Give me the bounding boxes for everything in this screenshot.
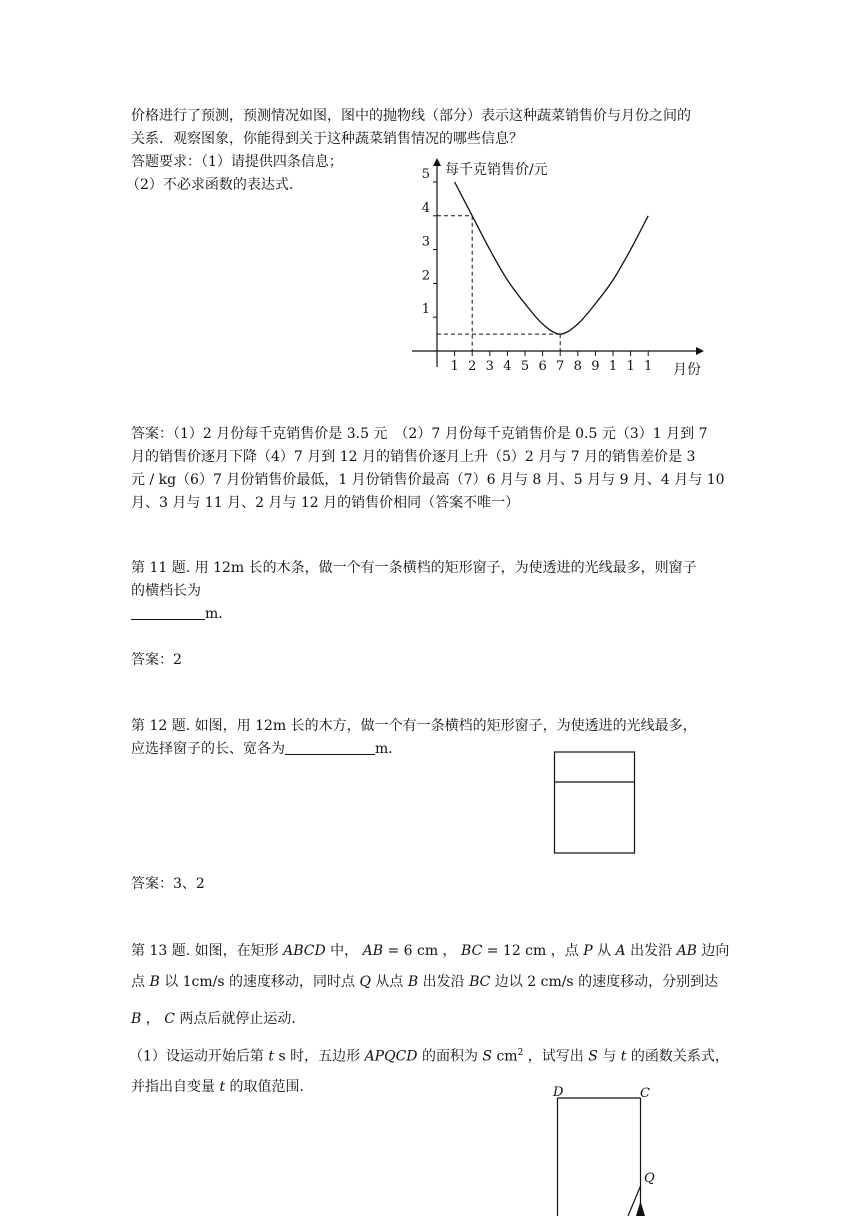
- motion-arrow: [636, 1201, 645, 1216]
- text-segment: 的函数关系式，: [630, 1048, 729, 1065]
- math-var: P: [583, 943, 593, 959]
- answer-blank[interactable]: [131, 605, 205, 620]
- x-tick-label: 3: [485, 359, 494, 374]
- math-var: AB: [676, 943, 697, 959]
- problem12-question-line1: 第 12 题. 如图，用 12m 长的木方，做一个有一条横档的矩形窗子，为使透进的光线最多，: [131, 718, 697, 734]
- problem11-question-line1: 第 11 题. 用 12m 长的木条，做一个有一条横档的矩形窗子，为使透进的光线最多，则窗子: [131, 560, 697, 576]
- text-segment: 两点后就停止运动．: [179, 1011, 306, 1027]
- text-segment: = 12 cm ，点: [486, 943, 579, 959]
- superscript: 2: [517, 1048, 524, 1058]
- window-frame: [555, 752, 635, 853]
- problem13-line2: [131, 972, 731, 992]
- text-segment: ，: [145, 1011, 160, 1027]
- math-var: t: [219, 1079, 226, 1095]
- y-tick-label: 5: [421, 167, 430, 182]
- math-var: Q: [359, 974, 371, 990]
- text-segment: s 时，五边形: [278, 1048, 361, 1065]
- math-var: A: [615, 943, 626, 959]
- problem10-text-line2: 关系．观察图象，你能得到关于这种蔬菜销售情况的哪些信息？: [131, 131, 523, 147]
- x-tick-label: 1: [450, 359, 459, 374]
- x-tick-label: 1: [644, 359, 653, 374]
- problem13-line1: [131, 941, 731, 961]
- vertex-label-C: C: [640, 1086, 650, 1101]
- vertex-label-D: D: [553, 1085, 564, 1100]
- math-var: BC: [469, 974, 491, 990]
- text-segment: 的取值范围．: [229, 1079, 314, 1095]
- text-segment: 与: [602, 1048, 617, 1065]
- y-tick-label: 3: [421, 234, 430, 250]
- problem12-question-text: 应选择窗子的长、宽各为: [131, 741, 285, 757]
- problem10-answer-line2: 月的销售价逐月下降（4）7 月到 12 月的销售价逐月上升（5）2 月与 7 月的销售差价是 3: [131, 449, 696, 465]
- y-axis-arrow: [433, 158, 441, 166]
- window-diagram: [553, 751, 637, 855]
- y-tick-label: 2: [421, 268, 430, 284]
- math-var: AB: [362, 943, 383, 959]
- answer-blank[interactable]: [285, 740, 375, 755]
- math-var: ABCD: [283, 943, 326, 959]
- problem10-answer-line3: 元 / kg（6）7 月份销售价最低，1 月份销售价最高（7）6 月与 8 月、5 月与 9 月、4 月与 10: [131, 472, 725, 488]
- y-axis-label: 每千克销售价/元: [445, 162, 548, 178]
- problem11-blank-line: [131, 604, 731, 624]
- text-segment: 第 13 题. 如图，在矩形: [131, 943, 279, 959]
- point-label-Q: Q: [644, 1171, 655, 1186]
- x-tick-label: 9: [591, 359, 600, 374]
- problem11-answer: 答案：2: [131, 652, 182, 668]
- problem11-unit: m．: [205, 606, 233, 622]
- text-segment: 并指出自变量: [131, 1079, 215, 1095]
- text-segment: （1）设运动开始后第: [129, 1048, 264, 1065]
- math-var: C: [164, 1011, 175, 1027]
- math-var: t: [268, 1048, 275, 1065]
- math-var: B: [149, 974, 160, 990]
- problem13-line4: [129, 1043, 729, 1067]
- x-tick-label: 6: [538, 359, 547, 374]
- math-var: BC: [461, 943, 483, 959]
- x-tick-label: 5: [520, 359, 530, 374]
- text-segment: 从: [597, 943, 612, 959]
- text-segment: 边向: [701, 943, 730, 959]
- math-var: t: [620, 1048, 627, 1065]
- math-var: APQCD: [364, 1048, 418, 1065]
- y-tick-label: 4: [421, 200, 430, 216]
- math-var: B: [131, 1011, 142, 1027]
- text-segment: cm: [496, 1048, 518, 1065]
- problem12-question-line2: [131, 739, 731, 759]
- text-segment: = 6 cm ，: [387, 943, 457, 959]
- x-tick-label: 7: [556, 359, 565, 374]
- x-axis-arrow: [696, 347, 704, 355]
- problem10-text-line1: 价格进行了预测，预测情况如图，图中的抛物线（部分）表示这种蔬菜销售价与月份之间的: [131, 108, 691, 124]
- text-segment: 的面积为: [421, 1048, 478, 1065]
- problem12-unit: m．: [375, 741, 403, 757]
- text-segment: ，试写出: [527, 1048, 584, 1065]
- x-tick-label: 1: [608, 359, 618, 374]
- text-segment: 中，: [330, 943, 359, 959]
- text-segment: 出发沿: [630, 943, 673, 959]
- math-var: B: [407, 974, 419, 990]
- math-var: S: [588, 1048, 598, 1065]
- text-segment: 边以 2 cm/s 的速度移动，分别到达: [494, 974, 719, 990]
- x-tick-label: 2: [468, 359, 477, 374]
- x-tick-label: 4: [503, 359, 512, 374]
- problem12-answer: 答案：3、2: [131, 876, 205, 892]
- price-chart: [400, 150, 720, 385]
- text-segment: 点: [131, 974, 145, 990]
- x-tick-label: 1: [626, 359, 635, 374]
- problem11-question-line2: 的横档长为: [131, 583, 201, 599]
- text-segment: 以 1cm/s 的速度移动，同时点: [164, 974, 356, 990]
- problem10-answer-line4: 月、3 月与 11 月、2 月与 12 月的销售价相同（答案不唯一）: [131, 495, 520, 511]
- text-segment: 从点: [375, 974, 404, 990]
- price-curve: [455, 182, 649, 334]
- rectangle-diagram: [548, 1082, 668, 1216]
- math-var: S: [482, 1048, 493, 1065]
- problem10-requirement-2: （2）不必求函数的表达式．: [126, 177, 303, 193]
- problem13-line3: [131, 1009, 731, 1029]
- y-tick-label: 1: [421, 302, 430, 318]
- x-axis-label: 月份: [673, 362, 701, 378]
- text-segment: 出发沿: [422, 974, 465, 990]
- x-tick-label: 8: [573, 359, 582, 374]
- problem10-requirement-1: 答题要求：（1）请提供四条信息；: [131, 154, 343, 170]
- problem10-answer-line1: 答案：（1）2 月份每千克销售价是 3.5 元 （2）7 月份每千克销售价是 0.5 元（3）1 月到 7: [131, 426, 708, 442]
